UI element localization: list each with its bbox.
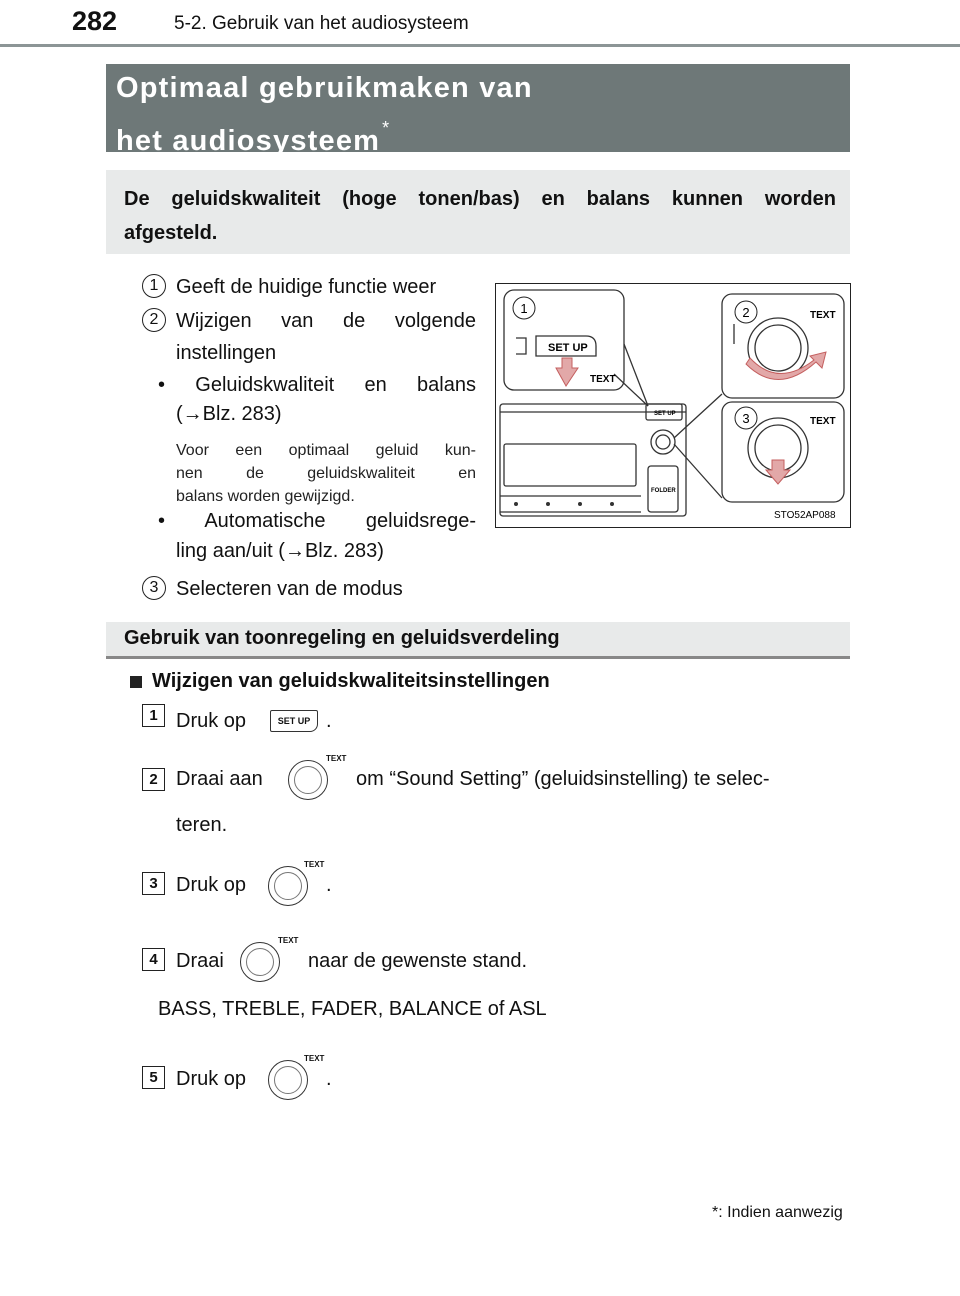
knob-text-label: TEXT [278,936,299,945]
text-knob-icon [288,760,328,800]
figure-code: STO52AP088 [774,510,836,521]
bullet-2-text-b: ling aan/uit (→Blz. 283) [176,540,384,562]
footnote [712,1204,843,1222]
procedure-bullet [130,676,142,688]
step-2-cont: teren. [176,814,228,836]
step-number-5: 5 [142,1066,165,1089]
bullet-1-text-b: (→Blz. 283) [176,403,282,425]
subsection-heading: Gebruik van toonregeling en geluidsverdeling [124,627,560,649]
step-5-end: . [326,1068,332,1090]
audio-panel-illustration [496,284,850,527]
footnote-asterisk: * [712,1204,719,1221]
knob-text-label: TEXT [304,1054,325,1063]
title-line-2: het audiosysteem [116,125,381,157]
audio-panel-figure [495,283,851,528]
item-number-3: 3 [142,576,166,600]
step-number-4: 4 [142,948,165,971]
step-2-text-b: om “Sound Setting” (geluidsinstelling) te selec- [356,768,770,790]
note-line-a: Voor een optimaal geluid kun- [176,442,476,459]
figure-setup-label-small: SET UP [654,411,676,417]
figure-text-label-3: TEXT [810,416,836,427]
step-number-3: 3 [142,872,165,895]
knob-text-label: TEXT [326,754,347,763]
step-1-end: . [326,710,332,732]
procedure-title: Wijzigen van geluidskwaliteitsinstellingen [152,670,550,692]
step-3-end: . [326,874,332,896]
page-number: 282 [72,6,118,36]
setup-button-icon: SET UP [270,710,318,732]
page-title [116,68,533,161]
figure-text-label-2: TEXT [810,310,836,321]
figure-text-label-1: TEXT [590,374,616,385]
options-list: BASS, TREBLE, FADER, BALANCE of ASL [158,998,547,1020]
item-1-text: Geeft de huidige functie weer [176,276,437,298]
intro-text: De geluidskwaliteit (hoge tonen/bas) en balans kunnen worden afgesteld. [124,188,836,244]
header-rule [0,44,960,47]
figure-folder-label: FOLDER [651,488,676,494]
bullet-2-text-a: • Automatische geluidsrege- [158,510,476,532]
section-title: 5-2. Gebruik van het audiosysteem [174,13,469,34]
step-number-2: 2 [142,768,165,791]
item-2-text-b: instellingen [176,342,277,364]
bullet-1-text-a: • Geluidskwaliteit en balans [158,374,476,396]
note-line-b: nen de geluidskwaliteit en [176,465,476,482]
figure-callout-1: 1 [520,301,528,316]
step-5-text: Druk op [176,1068,247,1090]
figure-callout-2: 2 [742,305,750,320]
knob-text-label: TEXT [304,860,325,869]
step-4-text: Draai [176,950,224,972]
title-asterisk: * [382,118,391,138]
step-4-text-b: naar de gewenste stand. [308,950,528,972]
text-knob-icon [268,866,308,906]
step-number-1: 1 [142,704,165,727]
step-1-text: Druk op [176,710,247,732]
item-2-text-a: Wijzigen van de volgende [176,310,476,332]
footnote-text: : Indien aanwezig [718,1204,843,1221]
text-knob-icon [240,942,280,982]
figure-setup-label: SET UP [548,342,588,354]
figure-callout-3: 3 [742,411,750,426]
step-2-text: Draai aan [176,768,263,790]
item-3-text: Selecteren van de modus [176,578,403,600]
title-line-1: Optimaal gebruikmaken van [116,72,533,104]
item-number-2: 2 [142,308,166,332]
item-number-1: 1 [142,274,166,298]
step-3-text: Druk op [176,874,247,896]
text-knob-icon [268,1060,308,1100]
note-line-c: balans worden gewijzigd. [176,488,355,505]
